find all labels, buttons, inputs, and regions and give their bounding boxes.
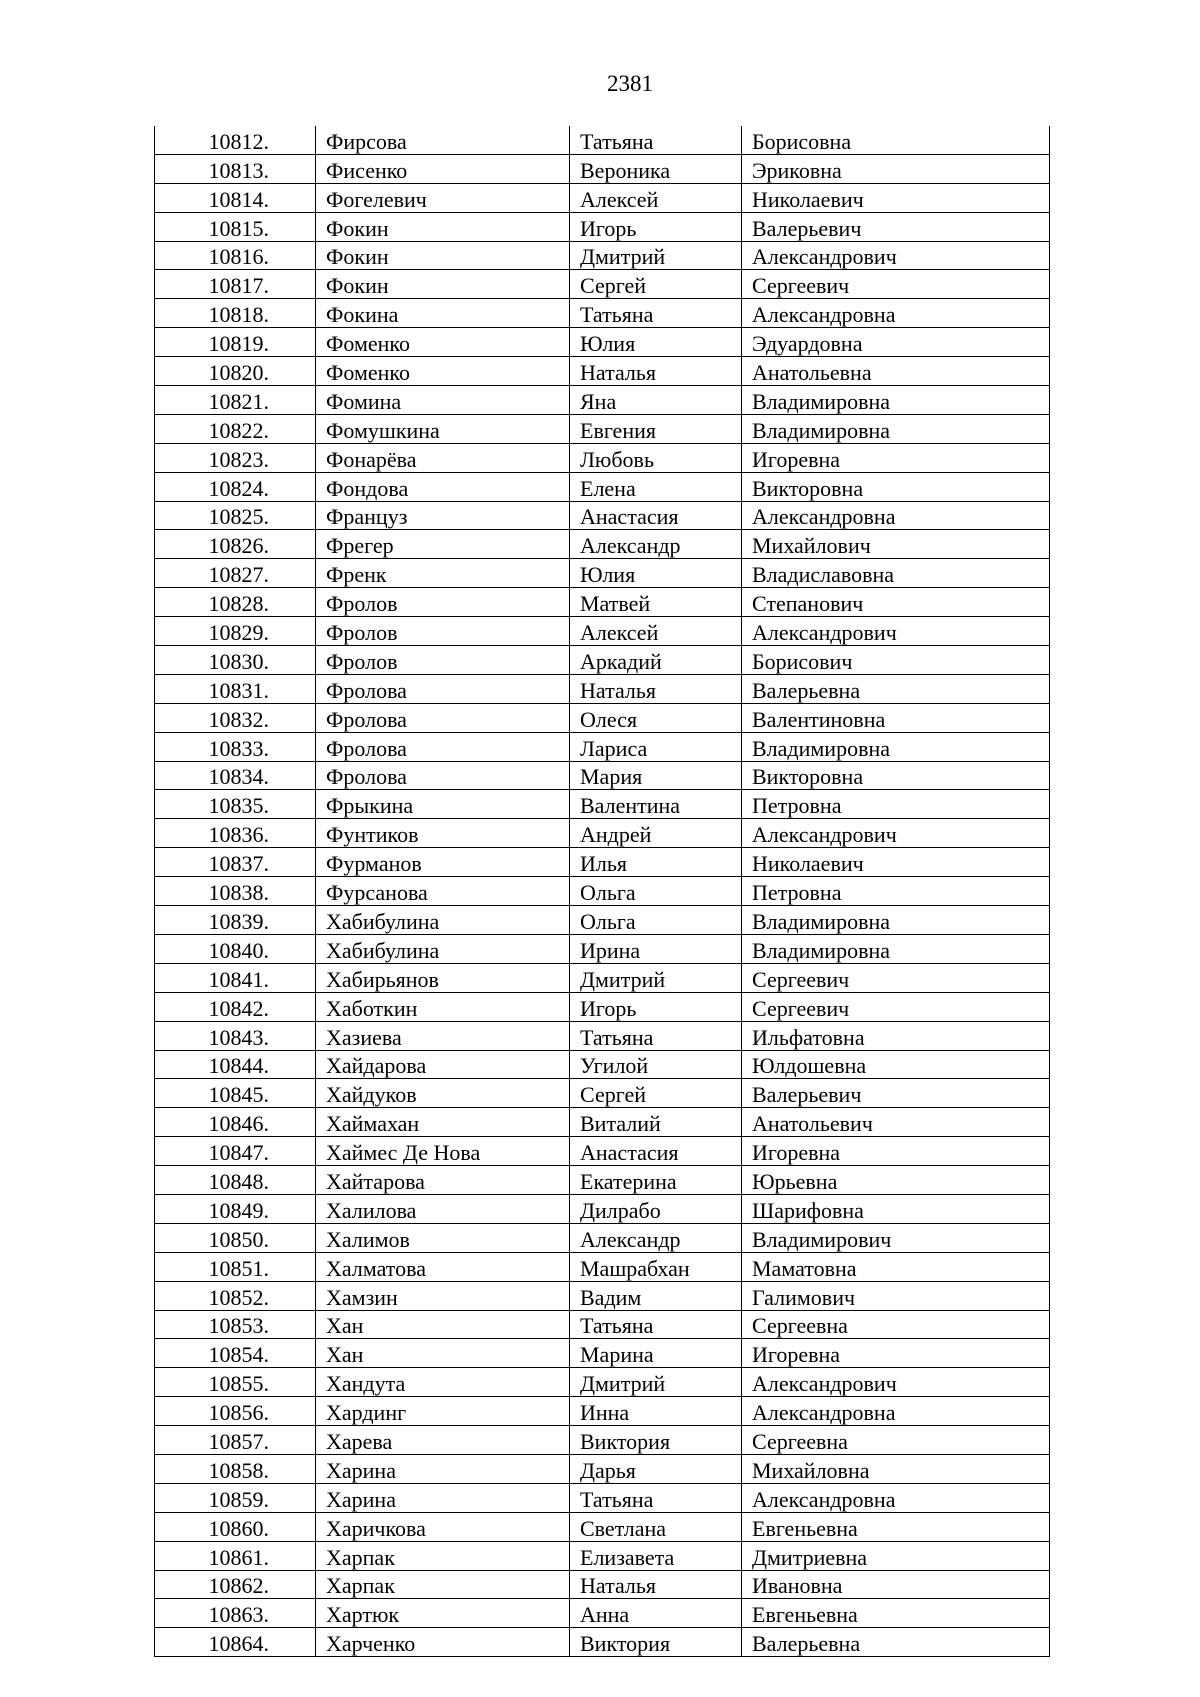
table-row (155, 790, 1050, 819)
patronymic: Валерьевна (742, 1628, 1050, 1657)
patronymic: Александрович (742, 241, 1050, 270)
table-row (155, 183, 1050, 212)
row-number: 10848. (155, 1166, 316, 1195)
table-row (155, 501, 1050, 530)
table-row (155, 1339, 1050, 1368)
table-row (155, 414, 1050, 443)
first-name: Угилой (570, 1050, 742, 1079)
first-name: Сергей (570, 270, 742, 299)
patronymic: Владимировна (742, 386, 1050, 415)
table-row (155, 1599, 1050, 1628)
patronymic: Ильфатовна (742, 1021, 1050, 1050)
first-name: Виталий (570, 1108, 742, 1137)
last-name: Фомина (316, 386, 570, 415)
last-name: Хардинг (316, 1397, 570, 1426)
row-number: 10836. (155, 819, 316, 848)
table-row (155, 1628, 1050, 1657)
patronymic: Борисович (742, 646, 1050, 675)
table-row (155, 1166, 1050, 1195)
table-row (155, 1310, 1050, 1339)
table-row (155, 1281, 1050, 1310)
row-number: 10835. (155, 790, 316, 819)
roster-body (155, 126, 1050, 1657)
patronymic: Михайловна (742, 1454, 1050, 1483)
table-row (155, 703, 1050, 732)
patronymic: Сергеевич (742, 963, 1050, 992)
row-number: 10852. (155, 1281, 316, 1310)
first-name: Вадим (570, 1281, 742, 1310)
first-name: Машрабхан (570, 1252, 742, 1281)
first-name: Дмитрий (570, 963, 742, 992)
last-name: Француз (316, 501, 570, 530)
table-row (155, 674, 1050, 703)
table-row (155, 1137, 1050, 1166)
first-name: Дмитрий (570, 241, 742, 270)
table-row (155, 241, 1050, 270)
last-name: Фокин (316, 241, 570, 270)
patronymic: Владимировна (742, 732, 1050, 761)
patronymic: Александрович (742, 617, 1050, 646)
row-number: 10814. (155, 183, 316, 212)
table-row (155, 877, 1050, 906)
table-row (155, 1108, 1050, 1137)
first-name: Светлана (570, 1512, 742, 1541)
patronymic: Александровна (742, 501, 1050, 530)
last-name: Фонарёва (316, 443, 570, 472)
last-name: Фокин (316, 212, 570, 241)
patronymic: Маматовна (742, 1252, 1050, 1281)
last-name: Хан (316, 1339, 570, 1368)
page-number: 2381 (607, 71, 653, 96)
last-name: Хаботкин (316, 992, 570, 1021)
patronymic: Викторовна (742, 761, 1050, 790)
last-name: Хайдуков (316, 1079, 570, 1108)
last-name: Хайтарова (316, 1166, 570, 1195)
last-name: Фролова (316, 761, 570, 790)
row-number: 10816. (155, 241, 316, 270)
first-name: Наталья (570, 357, 742, 386)
patronymic: Владиславовна (742, 559, 1050, 588)
table-row (155, 270, 1050, 299)
row-number: 10857. (155, 1426, 316, 1455)
row-number: 10853. (155, 1310, 316, 1339)
patronymic: Анатольевич (742, 1108, 1050, 1137)
row-number: 10819. (155, 328, 316, 357)
table-row (155, 299, 1050, 328)
first-name: Анастасия (570, 501, 742, 530)
last-name: Фондова (316, 472, 570, 501)
table-row (155, 1223, 1050, 1252)
first-name: Алексей (570, 617, 742, 646)
last-name: Фисенко (316, 154, 570, 183)
first-name: Татьяна (570, 126, 742, 154)
last-name: Хандута (316, 1368, 570, 1397)
last-name: Фрыкина (316, 790, 570, 819)
last-name: Хайдарова (316, 1050, 570, 1079)
first-name: Елизавета (570, 1541, 742, 1570)
table-row (155, 1368, 1050, 1397)
first-name: Олеся (570, 703, 742, 732)
patronymic: Александровна (742, 1483, 1050, 1512)
last-name: Фирсова (316, 126, 570, 154)
row-number: 10843. (155, 1021, 316, 1050)
patronymic: Владимировна (742, 414, 1050, 443)
table-row (155, 1079, 1050, 1108)
row-number: 10844. (155, 1050, 316, 1079)
patronymic: Игоревна (742, 443, 1050, 472)
patronymic: Владимировна (742, 906, 1050, 935)
row-number: 10847. (155, 1137, 316, 1166)
last-name: Фролов (316, 617, 570, 646)
first-name: Наталья (570, 1570, 742, 1599)
patronymic: Валерьевич (742, 212, 1050, 241)
patronymic: Евгеньевна (742, 1599, 1050, 1628)
table-row (155, 154, 1050, 183)
row-number: 10830. (155, 646, 316, 675)
last-name: Хамзин (316, 1281, 570, 1310)
table-row (155, 761, 1050, 790)
last-name: Фролова (316, 732, 570, 761)
first-name: Юлия (570, 559, 742, 588)
patronymic: Игоревна (742, 1339, 1050, 1368)
row-number: 10858. (155, 1454, 316, 1483)
row-number: 10829. (155, 617, 316, 646)
table-row (155, 1570, 1050, 1599)
row-number: 10861. (155, 1541, 316, 1570)
table-row (155, 559, 1050, 588)
row-number: 10863. (155, 1599, 316, 1628)
row-number: 10837. (155, 848, 316, 877)
first-name: Александр (570, 1223, 742, 1252)
row-number: 10855. (155, 1368, 316, 1397)
first-name: Татьяна (570, 1483, 742, 1512)
row-number: 10812. (155, 126, 316, 154)
first-name: Татьяна (570, 1310, 742, 1339)
last-name: Халилова (316, 1194, 570, 1223)
first-name: Юлия (570, 328, 742, 357)
patronymic: Игоревна (742, 1137, 1050, 1166)
patronymic: Дмитриевна (742, 1541, 1050, 1570)
patronymic: Николаевич (742, 848, 1050, 877)
last-name: Фоменко (316, 357, 570, 386)
first-name: Ольга (570, 877, 742, 906)
last-name: Фомушкина (316, 414, 570, 443)
row-number: 10845. (155, 1079, 316, 1108)
table-row (155, 963, 1050, 992)
first-name: Анастасия (570, 1137, 742, 1166)
first-name: Татьяна (570, 1021, 742, 1050)
first-name: Елена (570, 472, 742, 501)
last-name: Халматова (316, 1252, 570, 1281)
last-name: Хартюк (316, 1599, 570, 1628)
table-row (155, 1426, 1050, 1455)
table-row (155, 617, 1050, 646)
first-name: Александр (570, 530, 742, 559)
first-name: Игорь (570, 992, 742, 1021)
row-number: 10840. (155, 934, 316, 963)
patronymic: Галимович (742, 1281, 1050, 1310)
table-row (155, 1454, 1050, 1483)
table-row (155, 732, 1050, 761)
patronymic: Юлдошевна (742, 1050, 1050, 1079)
table-row (155, 646, 1050, 675)
patronymic: Михайлович (742, 530, 1050, 559)
table-row (155, 906, 1050, 935)
table-row (155, 848, 1050, 877)
patronymic: Петровна (742, 877, 1050, 906)
patronymic: Валентиновна (742, 703, 1050, 732)
table-row (155, 1194, 1050, 1223)
row-number: 10822. (155, 414, 316, 443)
row-number: 10821. (155, 386, 316, 415)
patronymic: Петровна (742, 790, 1050, 819)
patronymic: Анатольевна (742, 357, 1050, 386)
patronymic: Валерьевич (742, 1079, 1050, 1108)
last-name: Френк (316, 559, 570, 588)
patronymic: Владимировна (742, 934, 1050, 963)
row-number: 10833. (155, 732, 316, 761)
first-name: Игорь (570, 212, 742, 241)
first-name: Марина (570, 1339, 742, 1368)
first-name: Яна (570, 386, 742, 415)
last-name: Фокина (316, 299, 570, 328)
table-row (155, 1021, 1050, 1050)
row-number: 10849. (155, 1194, 316, 1223)
row-number: 10815. (155, 212, 316, 241)
table-row (155, 992, 1050, 1021)
first-name: Ольга (570, 906, 742, 935)
patronymic: Шарифовна (742, 1194, 1050, 1223)
row-number: 10862. (155, 1570, 316, 1599)
roster-table (154, 126, 1050, 1657)
last-name: Харченко (316, 1628, 570, 1657)
patronymic: Борисовна (742, 126, 1050, 154)
last-name: Фогелевич (316, 183, 570, 212)
patronymic: Ивановна (742, 1570, 1050, 1599)
last-name: Фрегер (316, 530, 570, 559)
first-name: Дмитрий (570, 1368, 742, 1397)
first-name: Ирина (570, 934, 742, 963)
last-name: Фролов (316, 588, 570, 617)
row-number: 10817. (155, 270, 316, 299)
last-name: Харпак (316, 1570, 570, 1599)
last-name: Хазиева (316, 1021, 570, 1050)
patronymic: Сергеевна (742, 1426, 1050, 1455)
table-row (155, 819, 1050, 848)
last-name: Харева (316, 1426, 570, 1455)
patronymic: Валерьевна (742, 674, 1050, 703)
last-name: Харина (316, 1483, 570, 1512)
last-name: Харичкова (316, 1512, 570, 1541)
first-name: Анна (570, 1599, 742, 1628)
table-row (155, 126, 1050, 154)
first-name: Дарья (570, 1454, 742, 1483)
patronymic: Александровна (742, 1397, 1050, 1426)
table-row (155, 1397, 1050, 1426)
last-name: Фролова (316, 703, 570, 732)
row-number: 10842. (155, 992, 316, 1021)
patronymic: Эриковна (742, 154, 1050, 183)
last-name: Фокин (316, 270, 570, 299)
first-name: Евгения (570, 414, 742, 443)
first-name: Сергей (570, 1079, 742, 1108)
patronymic: Сергеевич (742, 270, 1050, 299)
table-row (155, 530, 1050, 559)
table-row (155, 386, 1050, 415)
table-row (155, 1050, 1050, 1079)
last-name: Хаймес Де Нова (316, 1137, 570, 1166)
row-number: 10850. (155, 1223, 316, 1252)
row-number: 10813. (155, 154, 316, 183)
first-name: Алексей (570, 183, 742, 212)
first-name: Аркадий (570, 646, 742, 675)
first-name: Лариса (570, 732, 742, 761)
last-name: Фролов (316, 646, 570, 675)
table-row (155, 1541, 1050, 1570)
last-name: Фролова (316, 674, 570, 703)
first-name: Екатерина (570, 1166, 742, 1195)
table-row (155, 1483, 1050, 1512)
last-name: Хан (316, 1310, 570, 1339)
first-name: Андрей (570, 819, 742, 848)
table-row (155, 1252, 1050, 1281)
first-name: Илья (570, 848, 742, 877)
first-name: Матвей (570, 588, 742, 617)
table-row (155, 934, 1050, 963)
row-number: 10825. (155, 501, 316, 530)
patronymic: Александрович (742, 819, 1050, 848)
last-name: Хабибулина (316, 934, 570, 963)
patronymic: Эдуардовна (742, 328, 1050, 357)
first-name: Виктория (570, 1426, 742, 1455)
last-name: Фоменко (316, 328, 570, 357)
table-row (155, 588, 1050, 617)
first-name: Инна (570, 1397, 742, 1426)
last-name: Хаймахан (316, 1108, 570, 1137)
first-name: Любовь (570, 443, 742, 472)
last-name: Харпак (316, 1541, 570, 1570)
first-name: Валентина (570, 790, 742, 819)
row-number: 10859. (155, 1483, 316, 1512)
row-number: 10860. (155, 1512, 316, 1541)
row-number: 10851. (155, 1252, 316, 1281)
patronymic: Юрьевна (742, 1166, 1050, 1195)
row-number: 10838. (155, 877, 316, 906)
first-name: Наталья (570, 674, 742, 703)
last-name: Фунтиков (316, 819, 570, 848)
last-name: Хабибулина (316, 906, 570, 935)
patronymic: Степанович (742, 588, 1050, 617)
row-number: 10839. (155, 906, 316, 935)
row-number: 10824. (155, 472, 316, 501)
last-name: Хабирьянов (316, 963, 570, 992)
table-row (155, 472, 1050, 501)
patronymic: Евгеньевна (742, 1512, 1050, 1541)
first-name: Мария (570, 761, 742, 790)
table-row (155, 443, 1050, 472)
patronymic: Николаевич (742, 183, 1050, 212)
row-number: 10826. (155, 530, 316, 559)
last-name: Фурсанова (316, 877, 570, 906)
row-number: 10823. (155, 443, 316, 472)
row-number: 10834. (155, 761, 316, 790)
row-number: 10841. (155, 963, 316, 992)
row-number: 10827. (155, 559, 316, 588)
first-name: Дилрабо (570, 1194, 742, 1223)
table-row (155, 328, 1050, 357)
row-number: 10846. (155, 1108, 316, 1137)
first-name: Вероника (570, 154, 742, 183)
row-number: 10854. (155, 1339, 316, 1368)
row-number: 10818. (155, 299, 316, 328)
last-name: Халимов (316, 1223, 570, 1252)
patronymic: Александровна (742, 299, 1050, 328)
row-number: 10864. (155, 1628, 316, 1657)
row-number: 10856. (155, 1397, 316, 1426)
table-row (155, 212, 1050, 241)
table-row (155, 357, 1050, 386)
patronymic: Сергеевна (742, 1310, 1050, 1339)
row-number: 10828. (155, 588, 316, 617)
patronymic: Владимирович (742, 1223, 1050, 1252)
patronymic: Викторовна (742, 472, 1050, 501)
row-number: 10832. (155, 703, 316, 732)
table-row (155, 1512, 1050, 1541)
row-number: 10831. (155, 674, 316, 703)
patronymic: Александрович (742, 1368, 1050, 1397)
patronymic: Сергеевич (742, 992, 1050, 1021)
last-name: Фурманов (316, 848, 570, 877)
row-number: 10820. (155, 357, 316, 386)
first-name: Татьяна (570, 299, 742, 328)
first-name: Виктория (570, 1628, 742, 1657)
last-name: Харина (316, 1454, 570, 1483)
